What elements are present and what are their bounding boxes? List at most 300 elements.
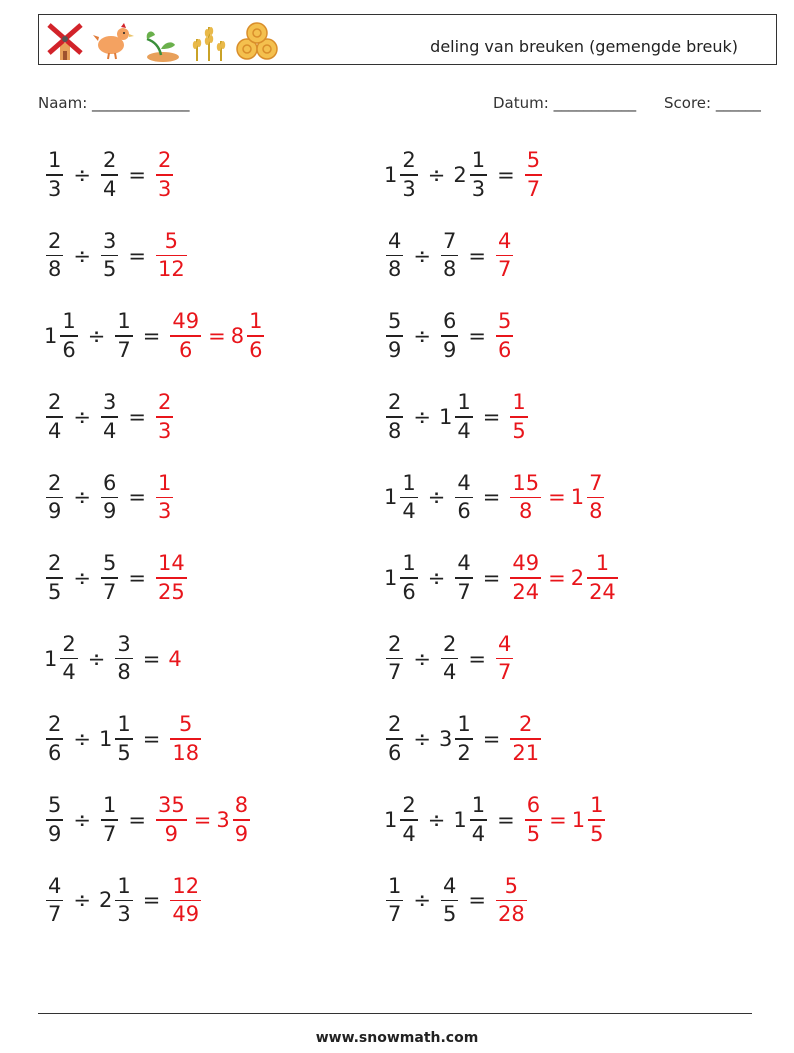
equals-sign: = xyxy=(128,163,146,187)
number xyxy=(439,392,475,442)
fraction xyxy=(386,392,403,442)
number xyxy=(384,553,420,603)
numerator: 15 xyxy=(512,470,540,495)
problem-item xyxy=(44,788,252,852)
denominator: 6 xyxy=(457,499,471,524)
name-field[interactable]: Naam: _____________ xyxy=(38,94,190,112)
denominator: 6 xyxy=(249,337,263,362)
number xyxy=(168,311,203,361)
fraction xyxy=(46,392,63,442)
equals-sign: = xyxy=(497,163,515,187)
fraction xyxy=(156,553,187,603)
number xyxy=(439,714,475,764)
fraction-bar xyxy=(156,174,173,176)
denominator: 24 xyxy=(512,579,540,604)
whole-number: 1 xyxy=(384,566,398,590)
numerator: 2 xyxy=(388,390,402,414)
numerator: 1 xyxy=(48,148,62,173)
number xyxy=(168,714,203,764)
number xyxy=(113,631,134,685)
number xyxy=(494,228,515,282)
numerator: 7 xyxy=(442,228,457,253)
fraction xyxy=(386,873,403,927)
chicken-icon xyxy=(91,19,135,63)
number xyxy=(44,392,65,442)
number xyxy=(216,795,252,845)
numerator: 4 xyxy=(457,470,471,495)
denominator: 6 xyxy=(179,337,193,362)
number xyxy=(453,150,489,200)
numerator: 5 xyxy=(526,148,541,173)
fraction-bar xyxy=(496,335,513,337)
denominator: 4 xyxy=(402,821,416,846)
score-field[interactable]: Score: ______ xyxy=(664,94,761,112)
denominator: 4 xyxy=(102,176,117,201)
fraction xyxy=(496,873,527,927)
wheat-icon xyxy=(187,19,231,63)
fraction-bar xyxy=(588,819,605,821)
fraction-bar xyxy=(115,335,132,337)
number xyxy=(523,150,544,200)
number xyxy=(154,392,175,442)
denominator: 4 xyxy=(48,418,62,443)
numerator: 1 xyxy=(157,470,172,495)
problem-item xyxy=(44,143,175,207)
divide-sign: ÷ xyxy=(413,324,431,349)
fraction-bar xyxy=(587,577,618,579)
problem-item xyxy=(44,224,189,288)
denominator: 8 xyxy=(117,660,131,685)
denominator: 6 xyxy=(62,337,76,362)
divide-sign: ÷ xyxy=(413,404,431,429)
denominator: 5 xyxy=(512,418,526,443)
numerator: 2 xyxy=(48,390,62,414)
date-field[interactable]: Datum: ___________ xyxy=(493,94,637,112)
number xyxy=(154,150,175,200)
number xyxy=(44,714,65,764)
numerator: 1 xyxy=(457,712,471,737)
fraction-bar xyxy=(455,416,472,418)
whole-number: 2 xyxy=(570,566,585,590)
number xyxy=(44,873,65,927)
problem-item xyxy=(44,304,266,368)
divide-sign: ÷ xyxy=(73,727,91,752)
fraction-bar xyxy=(525,174,542,176)
numerator: 6 xyxy=(102,470,117,495)
numerator: 1 xyxy=(102,793,117,817)
problem-item xyxy=(44,465,175,529)
number xyxy=(570,470,607,524)
fraction-bar xyxy=(101,577,118,579)
denominator: 3 xyxy=(157,176,172,201)
fraction xyxy=(386,311,403,361)
numerator: 2 xyxy=(402,793,416,817)
fraction xyxy=(156,392,173,442)
denominator: 9 xyxy=(102,499,117,524)
number xyxy=(168,647,182,671)
problem-item xyxy=(44,546,189,610)
denominator: 7 xyxy=(48,902,62,927)
whole-number: 1 xyxy=(453,807,467,832)
whole-number: 1 xyxy=(384,485,398,510)
fraction-bar xyxy=(510,577,541,579)
denominator: 3 xyxy=(471,176,486,201)
fraction-bar xyxy=(156,819,187,821)
fraction xyxy=(46,150,63,200)
fraction xyxy=(101,795,118,845)
denominator: 7 xyxy=(102,579,117,604)
number xyxy=(44,553,65,603)
fraction xyxy=(115,714,132,764)
numerator: 1 xyxy=(590,793,604,817)
denominator: 7 xyxy=(388,660,402,685)
number xyxy=(453,795,489,845)
problem-item xyxy=(384,143,544,207)
numerator: 1 xyxy=(402,551,416,576)
fraction-bar xyxy=(233,819,250,821)
numerator: 2 xyxy=(48,551,62,576)
whole-number: 1 xyxy=(571,807,586,832)
problem-item xyxy=(384,627,515,691)
whole-number: 3 xyxy=(438,727,453,752)
denominator: 6 xyxy=(388,740,402,765)
denominator: 3 xyxy=(48,176,62,201)
fraction-bar xyxy=(170,900,201,902)
denominator: 3 xyxy=(157,418,172,443)
divide-sign: ÷ xyxy=(73,163,91,187)
number xyxy=(508,392,529,442)
fraction-bar xyxy=(455,738,472,740)
fraction xyxy=(46,553,63,603)
denominator: 12 xyxy=(157,257,185,282)
equals-sign: = xyxy=(468,243,486,268)
denominator: 3 xyxy=(157,499,172,524)
number xyxy=(154,470,175,524)
denominator: 9 xyxy=(442,337,457,362)
problem-item xyxy=(384,788,607,852)
fraction xyxy=(115,631,132,685)
problem-item xyxy=(384,224,515,288)
divide-sign: ÷ xyxy=(427,485,446,510)
divide-sign: ÷ xyxy=(427,163,446,187)
fraction xyxy=(156,228,187,282)
number xyxy=(231,311,267,361)
denominator: 3 xyxy=(117,902,131,927)
number xyxy=(494,311,515,361)
numerator: 5 xyxy=(164,228,179,253)
numerator: 1 xyxy=(402,470,416,495)
fraction xyxy=(525,795,542,845)
fraction-bar xyxy=(60,658,77,660)
equals-sign: = xyxy=(128,243,146,268)
number xyxy=(384,392,405,442)
whole-number: 2 xyxy=(453,163,467,187)
denominator: 25 xyxy=(157,579,185,604)
denominator: 7 xyxy=(526,176,541,201)
fraction-bar xyxy=(386,900,403,902)
equals-sign: = xyxy=(482,566,501,590)
fraction xyxy=(156,470,173,524)
divide-sign: ÷ xyxy=(413,888,431,913)
equals-sign: = xyxy=(128,566,146,590)
number xyxy=(384,714,405,764)
fraction-bar xyxy=(496,255,513,257)
numerator: 2 xyxy=(62,631,76,656)
numerator: 2 xyxy=(157,390,172,414)
numerator: 4 xyxy=(48,873,62,898)
problem-item xyxy=(44,385,175,449)
denominator: 3 xyxy=(402,176,416,201)
numerator: 1 xyxy=(117,873,131,898)
denominator: 9 xyxy=(48,821,62,846)
divide-sign: ÷ xyxy=(413,727,431,752)
fraction-bar xyxy=(400,497,417,499)
fraction xyxy=(46,470,63,524)
fraction xyxy=(386,714,403,764)
number xyxy=(494,873,529,927)
denominator: 6 xyxy=(497,337,512,362)
fraction-bar xyxy=(386,738,403,740)
fraction-bar xyxy=(510,738,541,740)
fraction-bar xyxy=(386,255,403,257)
number xyxy=(168,873,203,927)
worksheet-title: deling van breuken (gemengde breuk) xyxy=(430,37,738,56)
divide-sign: ÷ xyxy=(427,807,446,832)
number xyxy=(453,470,474,524)
number xyxy=(113,311,134,361)
fraction-bar xyxy=(587,497,604,499)
fraction-bar xyxy=(170,738,201,740)
denominator: 8 xyxy=(48,257,62,282)
fraction-bar xyxy=(46,738,63,740)
fraction-bar xyxy=(386,416,403,418)
footer-divider xyxy=(38,1013,752,1014)
number xyxy=(384,795,420,845)
numerator: 6 xyxy=(442,309,457,334)
fraction xyxy=(455,392,472,442)
whole-number: 1 xyxy=(44,324,58,349)
denominator: 7 xyxy=(388,902,402,927)
numerator: 49 xyxy=(172,309,200,334)
footer-url: www.snowmath.com xyxy=(315,1030,479,1046)
denominator: 5 xyxy=(590,821,604,846)
denominator: 24 xyxy=(589,579,616,604)
fraction-bar xyxy=(101,255,118,257)
fraction xyxy=(60,311,77,361)
denominator: 4 xyxy=(442,660,457,685)
numerator: 4 xyxy=(442,873,457,898)
numerator: 14 xyxy=(157,551,185,576)
problem-item xyxy=(384,868,529,932)
numerator: 8 xyxy=(234,793,249,817)
fraction xyxy=(101,228,118,282)
number xyxy=(384,470,420,524)
numerator: 1 xyxy=(117,712,131,737)
number xyxy=(439,228,460,282)
whole-number: 1 xyxy=(44,646,58,671)
fraction-bar xyxy=(156,255,187,257)
numerator: 49 xyxy=(512,551,540,576)
number xyxy=(508,553,543,603)
numerator: 2 xyxy=(48,712,62,737)
number xyxy=(99,553,120,603)
problem-item xyxy=(384,707,543,771)
number xyxy=(508,714,543,764)
fraction-bar xyxy=(101,819,118,821)
divide-sign: ÷ xyxy=(73,243,91,268)
denominator: 21 xyxy=(512,740,540,765)
whole-number: 1 xyxy=(570,485,585,510)
whole-number: 2 xyxy=(98,888,113,913)
number xyxy=(99,795,120,845)
fraction-bar xyxy=(386,335,403,337)
denominator: 7 xyxy=(117,337,131,362)
number xyxy=(99,714,135,764)
fraction xyxy=(170,873,201,927)
numerator: 3 xyxy=(117,631,131,656)
fraction xyxy=(441,873,458,927)
equals-sign: = xyxy=(482,727,501,752)
hay-bales-icon xyxy=(235,19,279,63)
number xyxy=(571,553,620,603)
number xyxy=(523,795,544,845)
numerator: 2 xyxy=(157,148,172,173)
numerator: 4 xyxy=(497,631,512,656)
denominator: 6 xyxy=(48,740,62,765)
denominator: 5 xyxy=(526,821,541,846)
denominator: 9 xyxy=(234,821,249,846)
denominator: 28 xyxy=(497,902,525,927)
fraction xyxy=(46,873,63,927)
denominator: 5 xyxy=(102,257,117,282)
number xyxy=(384,150,420,200)
denominator: 6 xyxy=(402,579,416,604)
problem-item xyxy=(384,385,530,449)
fraction xyxy=(60,631,77,685)
problem-item xyxy=(44,627,183,691)
fraction xyxy=(386,228,403,282)
divide-sign: ÷ xyxy=(73,404,91,429)
whole-number: 1 xyxy=(98,727,113,752)
divide-sign: ÷ xyxy=(427,566,446,590)
numerator: 4 xyxy=(497,228,512,253)
fraction-bar xyxy=(156,577,187,579)
number xyxy=(439,311,460,361)
fraction-bar xyxy=(496,658,513,660)
numerator: 1 xyxy=(471,793,486,817)
fraction xyxy=(156,795,187,845)
fraction-bar xyxy=(247,335,264,337)
numerator: 5 xyxy=(179,712,193,737)
numerator: 2 xyxy=(48,228,62,253)
equals-sign: = xyxy=(142,646,161,671)
sprout-icon xyxy=(139,19,183,63)
numerator: 3 xyxy=(102,228,117,253)
fraction xyxy=(400,470,417,524)
whole-number: 3 xyxy=(216,807,230,832)
fraction-bar xyxy=(470,819,487,821)
fraction-bar xyxy=(470,174,487,176)
denominator: 4 xyxy=(457,418,471,443)
divide-sign: ÷ xyxy=(87,646,106,671)
equals-sign: = xyxy=(548,566,566,590)
divide-sign: ÷ xyxy=(73,807,91,832)
number xyxy=(494,631,515,685)
fraction xyxy=(46,795,63,845)
fraction-bar xyxy=(60,335,77,337)
number xyxy=(572,795,608,845)
denominator: 8 xyxy=(388,257,402,282)
fraction xyxy=(470,150,487,200)
denominator: 49 xyxy=(172,902,200,927)
fraction xyxy=(455,714,472,764)
fraction-bar xyxy=(510,497,541,499)
fraction xyxy=(101,392,118,442)
fraction-bar xyxy=(46,497,63,499)
fraction xyxy=(510,553,541,603)
whole-number: 8 xyxy=(230,324,245,349)
number xyxy=(44,311,80,361)
denominator: 9 xyxy=(48,499,62,524)
number xyxy=(44,631,80,685)
fraction-bar xyxy=(400,819,417,821)
numerator: 6 xyxy=(526,793,541,817)
numerator: 12 xyxy=(172,873,200,898)
fraction xyxy=(588,795,605,845)
equals-sign: = xyxy=(482,485,501,510)
denominator: 7 xyxy=(497,660,512,685)
whole-number: 4 xyxy=(168,646,182,671)
number xyxy=(44,470,65,524)
fraction-bar xyxy=(510,416,527,418)
equals-sign: = xyxy=(549,807,567,832)
fraction xyxy=(400,795,417,845)
number xyxy=(384,631,405,685)
fraction xyxy=(470,795,487,845)
worksheet-header xyxy=(38,14,777,65)
fraction xyxy=(400,150,417,200)
equals-sign: = xyxy=(468,324,486,349)
fraction-bar xyxy=(441,658,458,660)
fraction-bar xyxy=(101,174,118,176)
fraction-bar xyxy=(46,819,63,821)
numerator: 1 xyxy=(62,309,76,334)
numerator: 2 xyxy=(388,712,402,737)
fraction xyxy=(496,228,513,282)
fraction xyxy=(525,150,542,200)
fraction xyxy=(441,631,458,685)
divide-sign: ÷ xyxy=(413,243,431,268)
numerator: 5 xyxy=(497,309,512,334)
denominator: 4 xyxy=(471,821,486,846)
equals-sign: = xyxy=(128,404,146,429)
denominator: 8 xyxy=(442,257,457,282)
numerator: 1 xyxy=(471,148,486,173)
divide-sign: ÷ xyxy=(87,324,106,349)
denominator: 8 xyxy=(589,499,603,524)
divide-sign: ÷ xyxy=(73,888,91,913)
number xyxy=(439,873,460,927)
equals-sign: = xyxy=(468,646,486,671)
numerator: 2 xyxy=(519,712,533,737)
equals-sign: = xyxy=(142,888,161,913)
fraction-bar xyxy=(46,255,63,257)
fraction xyxy=(587,553,618,603)
number xyxy=(154,553,189,603)
fraction-bar xyxy=(525,819,542,821)
fraction xyxy=(510,470,541,524)
numerator: 1 xyxy=(249,309,263,334)
